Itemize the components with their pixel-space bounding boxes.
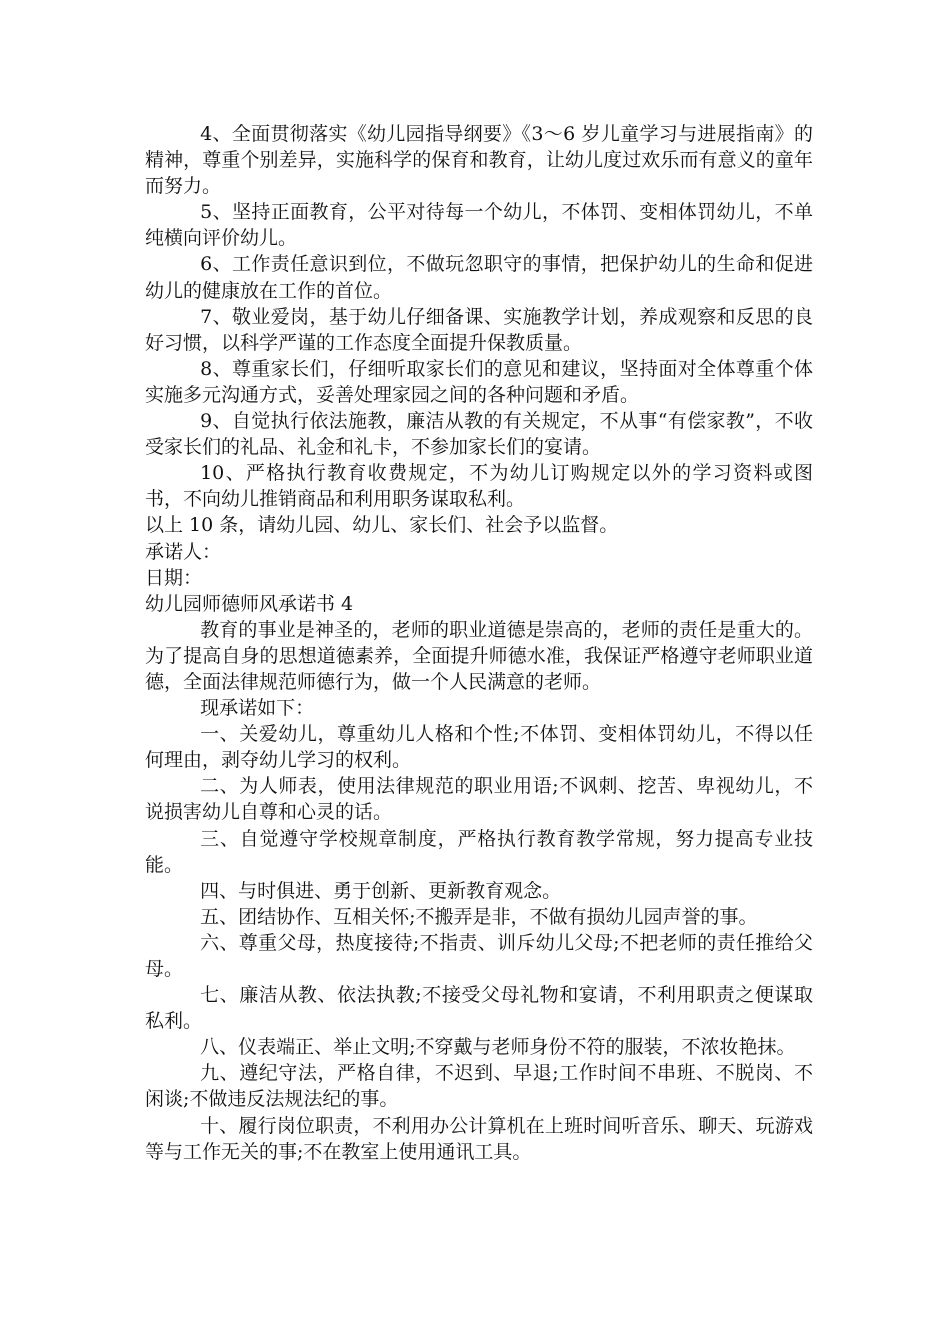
pledge-item-7: 7、敬业爱岗，基于幼儿仔细备课、实施教学计划，养成观察和反思的良好习惯，以科学严谨的工作态度全面提升保教质量。	[145, 305, 813, 354]
pledge-item-10: 10、严格执行教育收费规定，不为幼儿订购规定以外的学习资料或图书，不向幼儿推销商品和利用职务谋取私利。	[145, 462, 813, 511]
promise-item: 四、与时俱进、勇于创新、更新教育观念。	[200, 879, 562, 902]
intro-paragraph: 教育的事业是神圣的，老师的职业道德是崇高的，老师的责任是重大的。为了提高自身的思想道德素养，全面提升师德水准，我保证严格遵守老师职业道德，全面法律规范师德行为，做一个人民满意的老师。	[145, 618, 813, 693]
pledge-item-4: 4、全面贯彻落实《幼儿园指导纲要》《3～6 岁儿童学习与进展指南》的精神，尊重个别差异，实施科学的保育和教育，让幼儿度过欢乐而有意义的童年而努力。	[145, 123, 813, 198]
section-title: 幼儿园师德师风承诺书 4	[145, 592, 354, 615]
date-label: 日期：	[145, 566, 203, 589]
promise-item: 二、为人师表，使用法律规范的职业用语;不讽刺、挖苦、卑视幼儿，不说损害幼儿自尊和心灵的话。	[145, 775, 813, 824]
promise-item: 十、履行岗位职责，不利用办公计算机在上班时间听音乐、聊天、玩游戏等与工作无关的事;不在教室上使用通讯工具。	[145, 1114, 813, 1163]
pledge-item-8: 8、尊重家长们，仔细听取家长们的意见和建议，坚持面对全体尊重个体实施多元沟通方式，妥善处理家园之间的各种问题和矛盾。	[145, 357, 813, 406]
pledge-item-9: 9、自觉执行依法施教，廉洁从教的有关规定，不从事“有偿家教”，不收受家长们的礼品、礼金和礼卡，不参加家长们的宴请。	[145, 410, 813, 459]
supervision-note: 以上 10 条，请幼儿园、幼儿、家长们、社会予以监督。	[145, 514, 619, 537]
promise-heading: 现承诺如下：	[200, 697, 315, 720]
promise-item: 五、团结协作、互相关怀;不搬弄是非，不做有损幼儿园声誉的事。	[200, 905, 758, 928]
promise-item: 一、关爱幼儿，尊重幼儿人格和个性;不体罚、变相体罚幼儿，不得以任何理由，剥夺幼儿学习的权利。	[145, 723, 813, 772]
promise-item: 八、仪表端正、举止文明;不穿戴与老师身份不符的服装，不浓妆艳抹。	[200, 1036, 796, 1059]
document-page	[145, 121, 813, 1165]
promise-item: 三、自觉遵守学校规章制度，严格执行教育教学常规，努力提高专业技能。	[145, 827, 813, 876]
promise-item: 九、遵纪守法，严格自律，不迟到、早退;工作时间不串班、不脱岗、不闲谈;不做违反法规法纪的事。	[145, 1062, 813, 1111]
promise-item: 七、廉洁从教、依法执教;不接受父母礼物和宴请，不利用职责之便谋取私利。	[145, 984, 813, 1033]
pledge-item-6: 6、工作责任意识到位，不做玩忽职守的事情，把保护幼儿的生命和促进幼儿的健康放在工作的首位。	[145, 253, 813, 302]
pledge-item-5: 5、坚持正面教育，公平对待每一个幼儿，不体罚、变相体罚幼儿，不单纯横向评价幼儿。	[145, 201, 813, 250]
promiser-label: 承诺人：	[145, 540, 222, 563]
promise-item: 六、尊重父母，热度接待;不指责、训斥幼儿父母;不把老师的责任推给父母。	[145, 931, 813, 980]
